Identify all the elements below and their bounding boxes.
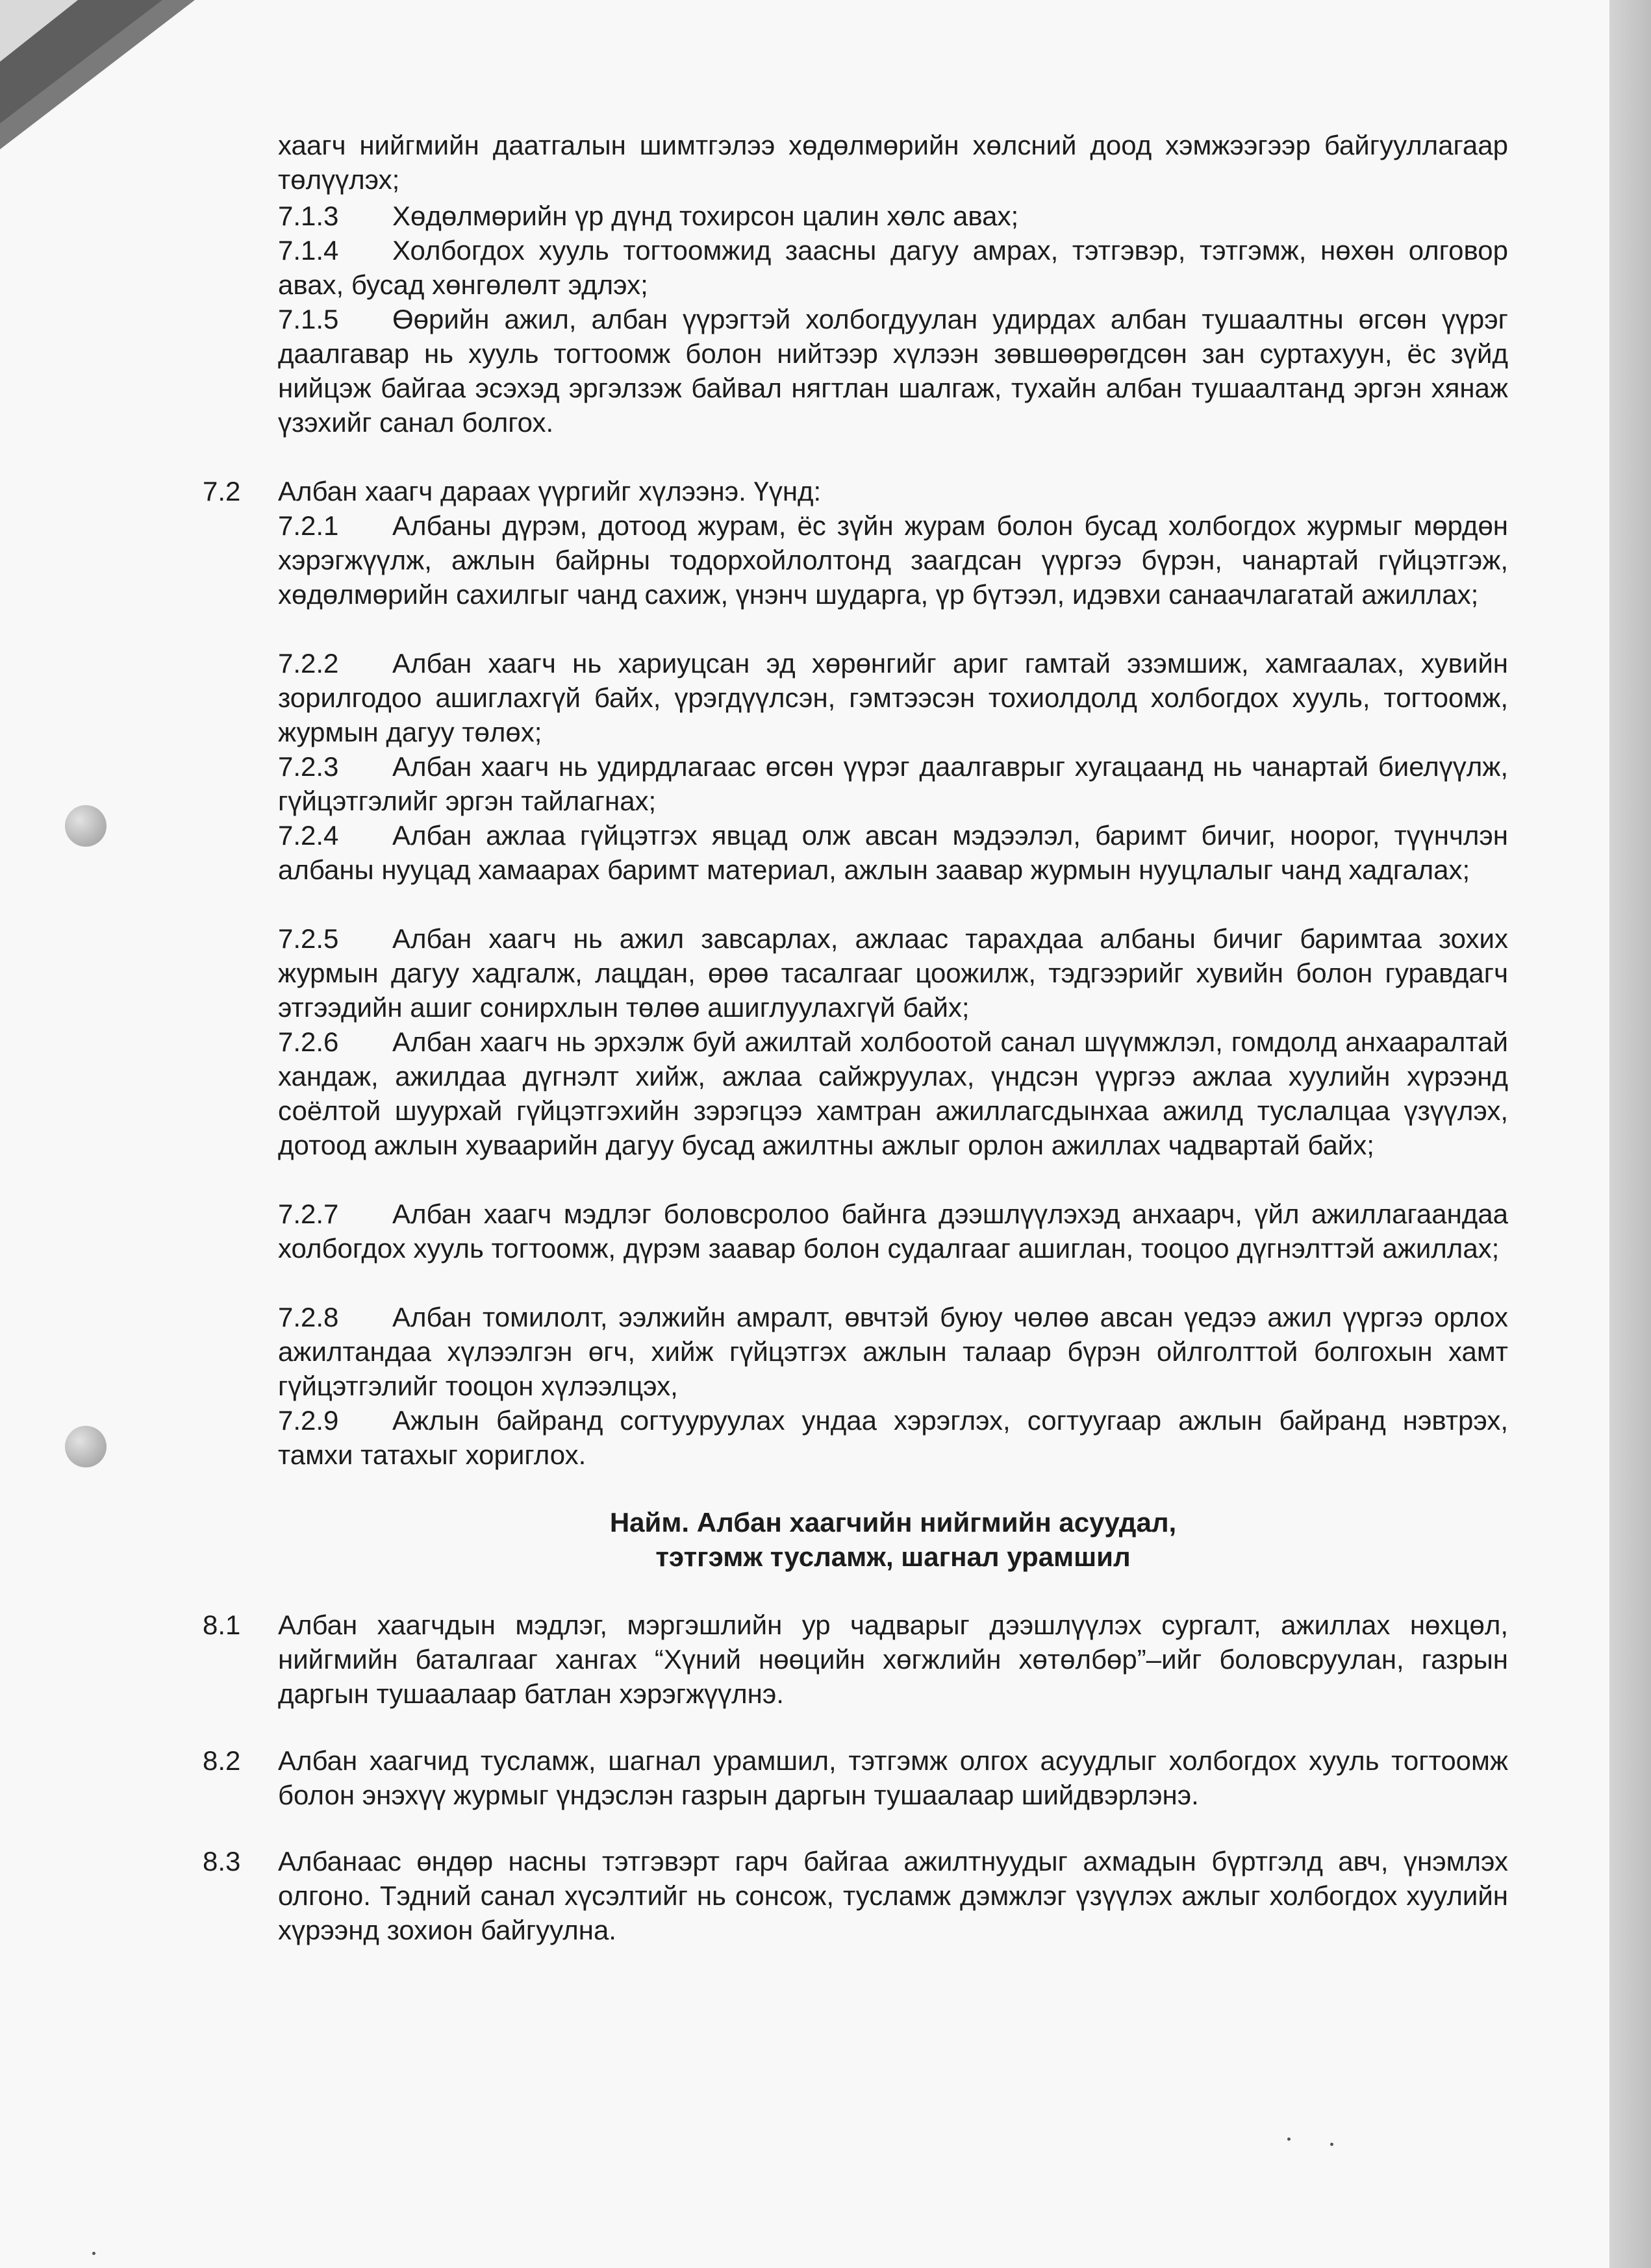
paragraph-text: Албан хаагч нь эрхэлж буй ажилтай холбоотой санал шүүмжлэл, гомдолд анхааралтай хандаж, ажилдаа дүгнэлт хийж, ажлаа сайжруулах, үндсэн үүргээ ажлаа хуулийн хүрээнд соёлтой шуурхай гүйцэтгэхийн зэрэгцээ хамтран ажиллагсдынхаа ажилд туслалцаа үзүүлэх, дотоод ажлын хуваарийн дагуу бусад ажилтны ажлыг орлон ажиллах чадвартай байх;	[278, 1027, 1508, 1160]
paragraph-7-2-7	[278, 1197, 1508, 1265]
paragraph-text: хаагч нийгмийн даатгалын шимтгэлээ хөдөлмөрийн хөлсний доод хэмжээгээр байгууллагаар төлүүлэх;	[278, 130, 1508, 195]
paragraph-text: Албаны дүрэм, дотоод журам, ёс зүйн журам болон бусад холбогдох журмыг мөрдөн хэрэгжүүлж, ажлын байрны тодорхойлолтонд заагдсан үүргээ бүрэн, чанартай гүйцэтгэж, хөдөлмөрийн сахилгыг чанд сахиж, үнэнч шударга, үр бүтээл, идэвхи санаачлагатай ажиллах;	[278, 510, 1508, 610]
item-number: 7.2.4	[278, 820, 339, 851]
heading-line-1: Найм. Албан хаагчийн нийгмийн асуудал,	[609, 1507, 1177, 1538]
paragraph-7-1-2-continuation	[278, 128, 1508, 197]
item-number: 7.2.6	[278, 1027, 339, 1057]
punch-hole-upper	[65, 805, 107, 847]
paragraph-8-2	[278, 1743, 1508, 1812]
paragraph-text: Албан ажлаа гүйцэтгэх явцад олж авсан мэдээлэл, баримт бичиг, ноорог, түүнчлэн албаны нууцад хамаарах баримт материал, ажлын заавар журмын нууцлалыг чанд хадгалах;	[278, 820, 1508, 885]
scan-speck	[1330, 2143, 1333, 2146]
paragraph-text: Албан хаагч нь ажил завсарлах, ажлаас тарахдаа албаны бичиг баримтаа зохих журмын дагуу хадгалж, лацдан, өрөө тасалгааг цоожилж, тэдгээрийг хувийн болон гуравдагч этгээдийн ашиг сонирхлын төлөө ашиглуулахгүй байх;	[278, 923, 1508, 1023]
paragraph-text: Өөрийн ажил, албан үүрэгтэй холбогдуулан удирдах албан тушаалтны өгсөн үүрэг даалгавар нь хууль тогтоомж болон нийтээр хүлээн зөвшөөрөгдсөн зан суртахуун, ёс зүйд нийцэж байгаа эсэхэд эргэлзэж байвал нягтлан шалгаж, тухайн албан тушаалтанд эргэн хянаж үзэхийг санал болгох.	[278, 304, 1508, 438]
paragraph-8-1	[278, 1608, 1508, 1711]
item-number: 7.2.3	[278, 751, 339, 782]
item-number: 7.1.4	[278, 235, 339, 266]
item-number: 7.2.2	[278, 648, 339, 679]
paragraph-text: Албан хаагчдын мэдлэг, мэргэшлийн ур чадварыг дээшлүүлэх сургалт, ажиллах нөхцөл, нийгмийн баталгааг хангах “Хүний нөөцийн хөгжлийн хөтөлбөр”–ийг боловсруулан, газрын даргын тушаалаар батлан хэрэгжүүлнэ.	[278, 1610, 1508, 1709]
folded-corner	[0, 0, 214, 162]
paragraph-7-2-2	[278, 646, 1508, 749]
paragraph-7-2-6	[278, 1025, 1508, 1162]
page-edge-shadow	[1609, 0, 1651, 2268]
paragraph-7-2-8	[278, 1300, 1508, 1403]
paragraph-text: Албанаас өндөр насны тэтгэвэрт гарч байгаа ажилтнуудыг ахмадын бүртгэлд авч, үнэмлэх олгоно. Тэдний санал хүсэлтийг нь сонсож, тусламж дэмжлэг үзүүлэх ажлыг холбогдох хуулийн хүрээнд зохион байгуулна.	[278, 1846, 1508, 1945]
scan-speck	[1287, 2137, 1291, 2141]
section-number-8-1: 8.1	[203, 1610, 241, 1640]
item-number: 7.2.8	[278, 1302, 339, 1332]
paragraph-7-1-3	[278, 199, 1508, 233]
item-number: 7.2.9	[278, 1405, 339, 1436]
section-number-8-3: 8.3	[203, 1846, 241, 1876]
paragraph-text: Албан хаагч нь удирдлагаас өгсөн үүрэг даалгаврыг хугацаанд нь чанартай биелүүлж, гүйцэтгэлийг эргэн тайлагнах;	[278, 751, 1508, 816]
item-number: 7.2.7	[278, 1199, 339, 1229]
paragraph-text: Албан хаагч дараах үүргийг хүлээнэ. Үүнд:	[278, 476, 822, 506]
paragraph-7-2	[278, 474, 1508, 508]
paragraph-text: Ажлын байранд согтууруулах ундаа хэрэглэх, согтуугаар ажлын байранд нэвтрэх, тамхи татахыг хориглох.	[278, 1405, 1508, 1470]
paragraph-7-2-1	[278, 508, 1508, 612]
scan-speck	[92, 2252, 95, 2255]
paragraph-text: Албан хаагчид тусламж, шагнал урамшил, тэтгэмж олгох асуудлыг холбогдох хууль тогтоомж болон энэхүү журмыг үндэслэн газрын даргын тушаалаар шийдвэрлэнэ.	[278, 1745, 1508, 1810]
paragraph-7-2-4	[278, 818, 1508, 887]
item-number: 7.1.5	[278, 304, 339, 334]
item-number: 7.2.1	[278, 510, 339, 541]
heading-line-2: тэтгэмж тусламж, шагнал урамшил	[655, 1541, 1131, 1572]
paragraph-7-2-9	[278, 1403, 1508, 1472]
section-number-8-2: 8.2	[203, 1745, 241, 1776]
paragraph-7-2-3	[278, 749, 1508, 818]
section-number-7-2: 7.2	[203, 476, 241, 506]
paragraph-text: Албан хаагч мэдлэг боловсролоо байнга дээшлүүлэхэд анхаарч, үйл ажиллагаандаа холбогдох хууль тогтоомж, дүрэм заавар болон судалгааг ашиглан, тооцоо дүгнэлттэй ажиллах;	[278, 1199, 1508, 1264]
item-number: 7.1.3	[278, 201, 339, 231]
section-heading	[278, 1505, 1508, 1574]
punch-hole-lower	[65, 1426, 107, 1467]
paragraph-8-3	[278, 1844, 1508, 1947]
paragraph-text: Албан томилолт, ээлжийн амралт, өвчтэй буюу чөлөө авсан үедээ ажил үүргээ орлох ажилтандаа хүлээлгэн өгч, хийж гүйцэтгэх ажлын талаар бүрэн ойлголттой болгохын хамт гүйцэтгэлийг тооцон хүлээлцэх,	[278, 1302, 1508, 1401]
paragraph-7-1-5	[278, 302, 1508, 440]
paragraph-7-1-4	[278, 233, 1508, 302]
item-number: 7.2.5	[278, 923, 339, 954]
paragraph-text: Холбогдох хууль тогтоомжид заасны дагуу амрах, тэтгэвэр, тэтгэмж, нөхөн олговор авах, бусад хөнгөлөлт эдлэх;	[278, 235, 1508, 300]
paragraph-7-2-5	[278, 921, 1508, 1025]
paragraph-text: Албан хаагч нь хариуцсан эд хөрөнгийг ариг гамтай эзэмшиж, хамгаалах, хувийн зорилгодоо ашиглахгүй байх, үрэгдүүлсэн, гэмтээсэн тохиолдолд холбогдох хууль, тогтоомж, журмын дагуу төлөх;	[278, 648, 1508, 747]
paragraph-text: Хөдөлмөрийн үр дүнд тохирсон цалин хөлс авах;	[392, 201, 1019, 231]
